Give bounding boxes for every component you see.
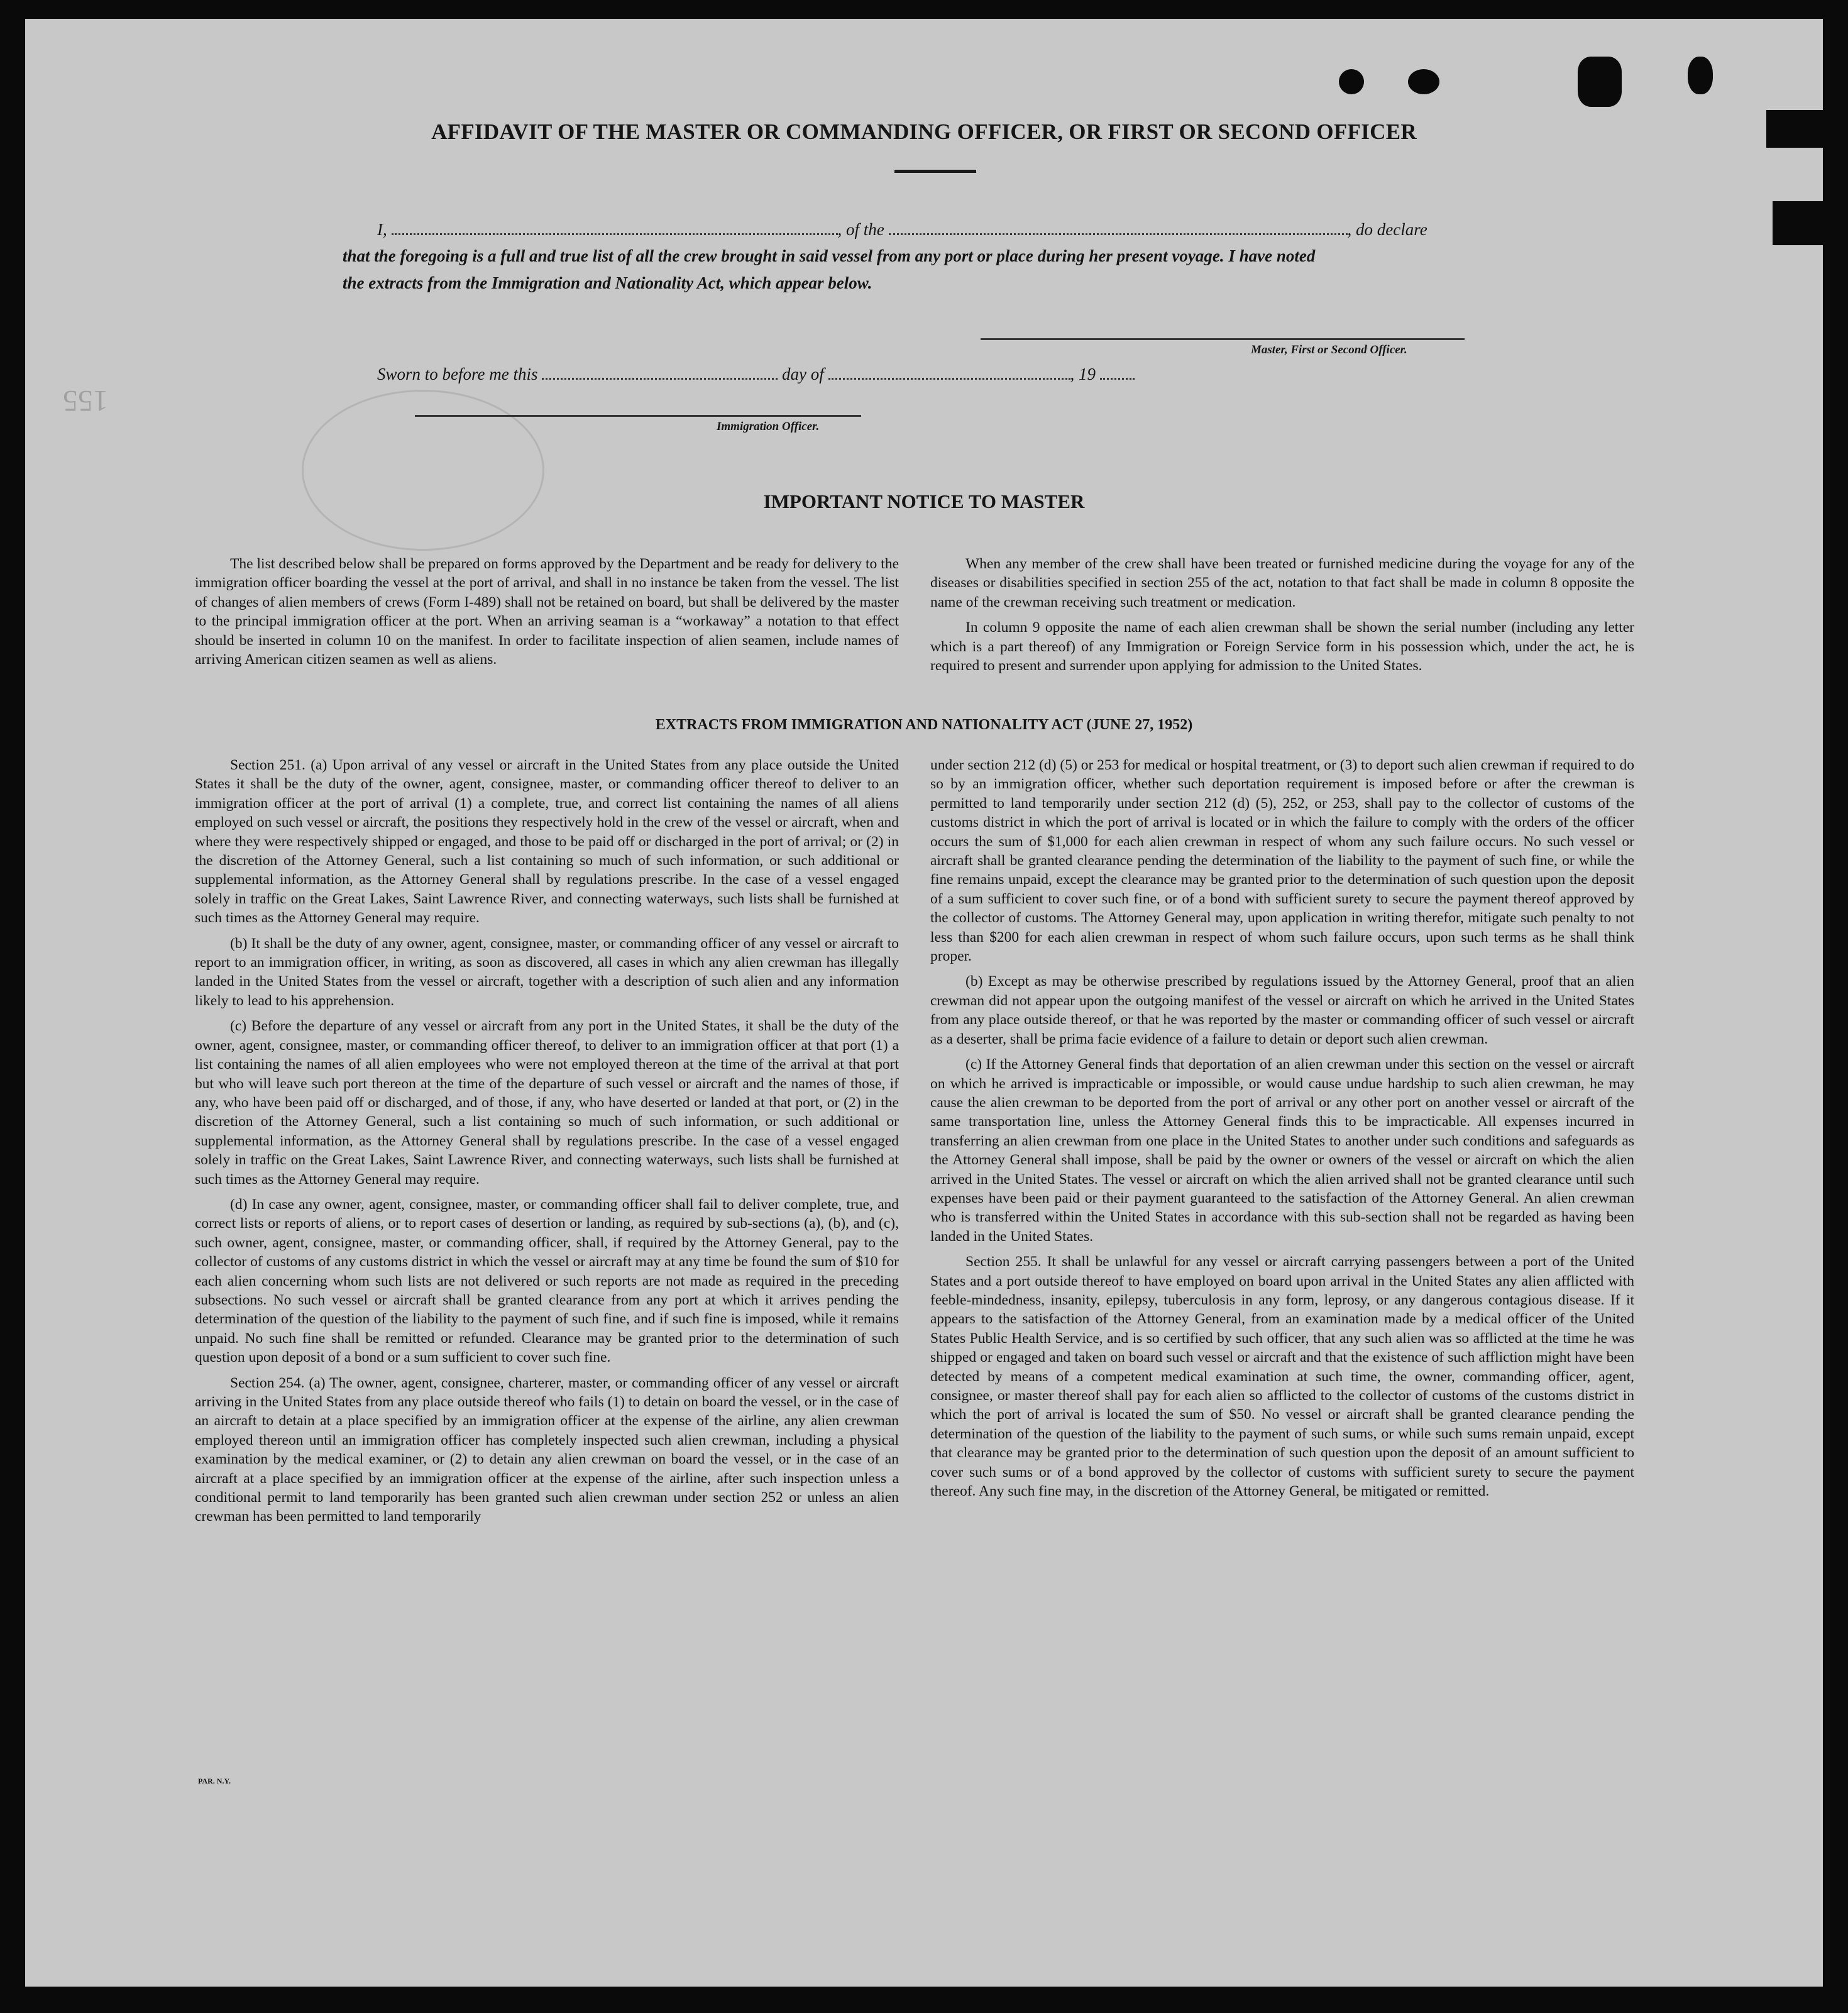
declaration-declare: , do declare: [1347, 220, 1427, 239]
declaration-line: [377, 220, 1427, 240]
edge-tab-mark: [1773, 201, 1823, 245]
extracts-right-column: [930, 756, 1634, 1507]
officer-signature-line[interactable]: [415, 415, 861, 417]
printer-code: PAR. N.Y.: [198, 1777, 231, 1785]
section-251a: Section 251. (a) Upon arrival of any vessel or aircraft in the United States from any place outside the United States it shall be the duty of the owner, agent, consignee, master, or commanding officer thereof to deliver to an immigration officer at the port of arrival (1) a complete, true, and correct list containing the names of all aliens employed on such vessel or aircraft, the positions they respectively hold in the crew of the vessel or aircraft, when and where they were respectively shipped or engaged, and those to be paid off or discharged in the port of arrival; or (2) in the discretion of the Attorney General, such a list containing so much of such information, or such additional or supplemental information, as the Attorney General shall by regulations prescribe. In the case of a vessel engaged solely in traffic on the Great Lakes, Saint Lawrence River, and connecting waterways, such lists shall be furnished at such times as the Attorney General may require.: [195, 757, 899, 927]
section-251b: (b) It shall be the duty of any owner, agent, consignee, master, or commanding officer of any vessel or aircraft to report to an immigration officer, in writing, as soon as discovered, all cases in which any alien crewman has illegally landed in the United States from the vessel or aircraft, together with a description of such alien and any information likely to lead to his apprehension.: [195, 935, 899, 1009]
declaration-text-3: the extracts from the Immigration and Nationality Act, which appear below.: [343, 273, 872, 292]
section-254c: (c) If the Attorney General finds that deportation of an alien crewman under this section on the vessel or aircraft on which he arrived is impracticable or impossible, or would cause undue hardship to such alien crewman, he may cause the alien crewman to be deported from the port of arrival or any other port on another vessel or aircraft of the same transportation line, unless the Attorney General finds this to be impracticable. All expenses incurred in transferring an alien crewman from one place in the United States to another under such conditions and safeguards as the Attorney General shall impose, shall be paid by the owner or owners of the vessel or aircraft on which the alien arrived in the United States. The vessel or aircraft on which the alien arrived shall not be granted clearance until such expenses have been paid or their payment guaranteed to the satisfaction of the Attorney General. An alien crewman who is transferred within the United States in accordance with this sub-section shall not be regarded as having been landed in the United States.: [930, 1056, 1634, 1245]
title-underline: [894, 170, 976, 173]
sworn-line: [377, 365, 1135, 384]
punch-hole-mark: [1578, 57, 1622, 107]
day-of-label: day of: [782, 365, 824, 383]
document-page: [25, 19, 1823, 1987]
extracts-left-column: [195, 756, 899, 1533]
sworn-label: Sworn to before me this: [377, 365, 538, 383]
notice-right-column: [930, 554, 1634, 681]
section-254a: Section 254. (a) The owner, agent, consignee, charterer, master, or commanding officer of any vessel or aircraft arriving in the United States from any place outside thereof who fails (1) to detain on board the vessel, or in the case of an aircraft to detain at a place specified by an immigration officer at the expense of the airline, any alien crewman employed thereon until an immigration officer has completely inspected such alien crewman, including a physical examination by the medical examiner, or (2) to detain any alien crewman on board the vessel, or in the case of an aircraft at a place specified by an immigration officer at the expense of the airline, after such inspection unless a conditional permit to land temporarily has been granted such alien crewman under section 252 or unless an alien crewman has been permitted to land temporarily: [195, 1374, 899, 1525]
section-254b: (b) Except as may be otherwise prescribed by regulations issued by the Attorney General, proof that an alien crewman did not appear upon the outgoing manifest of the vessel or aircraft on which he arrived in the United States from any place outside thereof, or that he was reported by the master or commanding officer of such vessel or aircraft as a deserter, shall be prima facie evidence of a failure to detain or deport such alien crewman.: [930, 973, 1634, 1047]
affidavit-title: AFFIDAVIT OF THE MASTER OR COMMANDING OFFICER, OR FIRST OR SECOND OFFICER: [431, 119, 1417, 144]
name-blank[interactable]: [392, 221, 838, 235]
section-254a-cont: under section 212 (d) (5) or 253 for medical or hospital treatment, or (3) to deport such alien crewman if required to do so by an immigration officer, whether such deportation requirement is imposed before or after the crewman is permitted to land temporarily under section 212 (d) (5), 252, or 253, shall pay to the collector of customs of the customs district in which the port of arrival is located or in which the failure to comply with the orders of the officer occurs the sum of $1,000 for each alien crewman in respect of whom any such failure occurs. No such vessel or aircraft shall be granted clearance pending the determination of the liability to the payment of such fine, or while the fine remains unpaid, except the clearance may be granted prior to the determination of such question upon the deposit of a sum sufficient to cover such fine, or of a bond with sufficient surety to secure the payment thereof approved by the collector of customs. The Attorney General may, upon application in writing therefor, mitigate such penalty to not less than $200 for each alien crewman in respect of whom such failure occurs, upon such terms as he shall think proper.: [930, 757, 1634, 965]
master-signature-line[interactable]: [981, 338, 1465, 340]
punch-hole-mark: [1688, 57, 1713, 94]
faint-stamp: [302, 390, 544, 551]
notice-paragraph: The list described below shall be prepared on forms approved by the Department and be ready for delivery to the immigration officer boarding the vessel at the port of arrival, and shall in no instance be taken from the vessel. The list of changes of alien members of crews (Form I-489) shall not be retained on board, but shall be delivered by the master to the principal immigration officer at the port. When an arriving seaman is a “workaway” a notation to that effect should be inserted in column 10 on the manifest. In order to facilitate inspection of alien seamen, include names of arriving American citizen seamen as well as aliens.: [195, 556, 899, 668]
declaration-of-the: , of the: [837, 220, 884, 239]
extracts-title: EXTRACTS FROM IMMIGRATION AND NATIONALITY ACT (JUNE 27, 1952): [655, 717, 1193, 733]
section-251d: (d) In case any owner, agent, consignee, master, or commanding officer shall fail to deliver complete, true, and correct lists or reports of aliens, or to report cases of desertion or landing, as required by sub-sections (a), (b), and (c), such owner, agent, consignee, master, or commanding officer, shall, if required by the Attorney General, pay to the collector of customs of any customs district in which the vessel or aircraft may at any time be found the sum of $10 for each alien concerning whom such lists are not delivered or such reports are not made as required in the preceding subsections. No such vessel or aircraft shall be granted clearance from any port at which it arrives pending the determination of the question of the liability to the payment of such fine, and if such fine is imposed, while it remains unpaid. No such fine shall be remitted or refunded. Clearance may be granted prior to the determination of such question upon deposit of a bond or a sum sufficient to cover such fine.: [195, 1196, 899, 1366]
sworn-day-blank[interactable]: [542, 365, 778, 380]
notice-title: IMPORTANT NOTICE TO MASTER: [763, 490, 1085, 512]
section-251c: (c) Before the departure of any vessel or aircraft from any port in the United States, it shall be the duty of the owner, agent, consignee, master, or commanding officer thereof, to deliver to an immigration officer at that port (1) a list containing the names of all alien employees who were not employed thereon at the time of the arrival at that port but who will leave such port thereon at the time of the departure of such vessel or aircraft and the names of those, if any, who have been paid off or discharged, and of those, if any, who have deserted or landed at that port, or (2) in the discretion of the Attorney General, such a list containing so much of such information, or such additional or supplemental information, as the Attorney General shall by regulations prescribe. In the case of a vessel engaged solely in traffic on the Great Lakes, Saint Lawrence River, and connecting waterways, such lists shall be furnished at such times as the Attorney General may require.: [195, 1018, 899, 1188]
ink-blot-mark: [1339, 69, 1364, 94]
notice-left-column: [195, 554, 899, 675]
year-label: , 19: [1070, 365, 1096, 383]
section-255: Section 255. It shall be unlawful for any vessel or aircraft carrying passengers between a port of the United States and a port outside thereof to have employed on board upon arrival in the United States any alien afflicted with feeble-mindedness, insanity, epilepsy, tuberculosis in any form, leprosy, or any dangerous contagious disease. If it appears to the satisfaction of the Attorney General, from an examination made by a medical officer of the United States Public Health Service, and is so certified by such officer, that any such alien was so afflicted at the time he was shipped or engaged and taken on board such vessel or aircraft and that the existence of such affliction might have been detected by means of a competent medical examination at such time, the owner, commanding officer, agent, consignee, or master thereof shall pay for each alien so afflicted to the collector of customs of the customs district in which the port of arrival is located the sum of $50. No vessel or aircraft shall be granted clearance pending the determination of the question of the liability to the payment of such sums, or while such sums remain unpaid, except that clearance may be granted prior to the determination of such question upon the deposit of an amount sufficient to cover such sums or of a bond approved by the collector of customs with sufficient surety to secure the payment thereof. Any such fine may, in the discretion of the Attorney General, be mitigated or remitted.: [930, 1254, 1634, 1500]
month-blank[interactable]: [828, 365, 1070, 380]
year-blank[interactable]: [1100, 365, 1135, 380]
notice-paragraph: In column 9 opposite the name of each alien crewman shall be shown the serial number (including any letter which is a part thereof) of any Immigration or Foreign Service form in his possession which, under the act, he is required to present and surrender upon applying for admission to the United States.: [930, 619, 1634, 675]
declaration-text-2: that the foregoing is a full and true list of all the crew brought in said vessel from any port or place during her present voyage. I have noted: [343, 246, 1316, 265]
declaration-i: I,: [377, 220, 387, 239]
vessel-blank[interactable]: [889, 221, 1348, 235]
notice-paragraph: When any member of the crew shall have been treated or furnished medicine during the voyage for any of the diseases or disabilities specified in section 255 of the act, notation to that fact shall be made in column 8 opposite the name of the crewman receiving such treatment or medication.: [930, 556, 1634, 610]
master-caption: Master, First or Second Officer.: [1251, 343, 1407, 356]
ink-blot-mark: [1408, 69, 1439, 94]
officer-caption: Immigration Officer.: [717, 420, 820, 433]
margin-number: 155: [63, 384, 108, 417]
